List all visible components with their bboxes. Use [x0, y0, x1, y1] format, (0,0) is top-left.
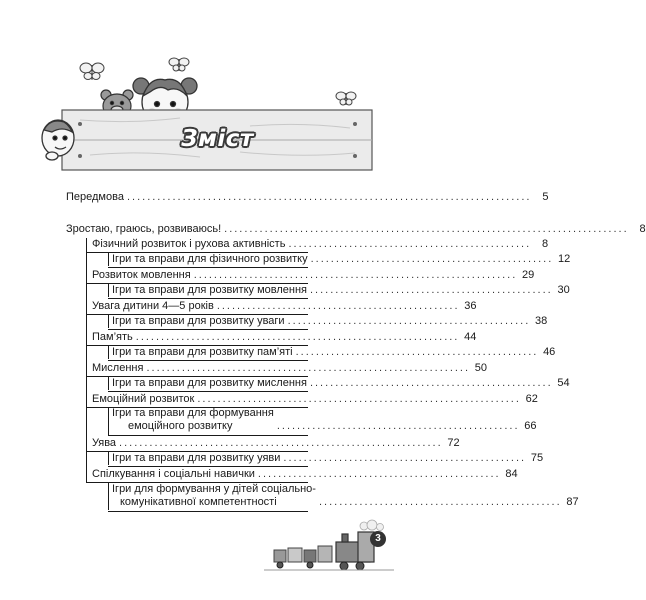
- toc-entry[interactable]: [112, 346, 556, 359]
- tree-line: [108, 407, 109, 435]
- tree-line: [86, 238, 87, 456]
- leader-dots: ................................................................................: [224, 223, 629, 235]
- toc-entry-label: Уява: [92, 437, 117, 449]
- toc-page-number: 84: [505, 468, 518, 480]
- toc-page-number: 87: [566, 496, 579, 508]
- entry-underline: [108, 360, 308, 361]
- toc-page-number: 36: [464, 300, 477, 312]
- toc-entry-label-line: емоційного розвитку: [128, 420, 233, 432]
- toc-entry[interactable]: [92, 362, 488, 375]
- toc-page-number: 8: [639, 223, 646, 235]
- page-title: Зміст: [181, 126, 254, 152]
- toc-entry[interactable]: [92, 269, 535, 282]
- toc-page-number: 50: [474, 362, 488, 374]
- toc-entry-label: Мислення: [92, 362, 144, 374]
- leader-dots: ................................................: [257, 468, 501, 480]
- page-number-badge: 3: [370, 531, 386, 547]
- entry-underline: [108, 435, 308, 436]
- toc-page-number: 72: [447, 437, 460, 449]
- entry-underline: [108, 298, 308, 299]
- toc-entry-label-line: комунікативної компетентності: [120, 496, 277, 508]
- leader-dots: ................................................: [283, 452, 527, 464]
- leader-dots: ................................................: [310, 253, 554, 265]
- toc-section[interactable]: [66, 223, 646, 236]
- toc-page-number: 62: [525, 393, 538, 405]
- leader-dots: ................................................: [287, 315, 531, 327]
- leader-dots: ................................................: [318, 496, 562, 508]
- entry-underline: [108, 391, 308, 392]
- leader-dots: ................................................: [295, 346, 539, 358]
- tree-line: [86, 456, 87, 482]
- toc-entry-label: Фізичний розвиток і рухова активність: [92, 238, 286, 250]
- toc-entry-label: Ігри та вправи для фізичного розвитку: [112, 253, 308, 265]
- tree-line: [108, 314, 109, 328]
- toc-entry-label: Ігри та вправи для розвитку уваги: [112, 315, 285, 327]
- tree-line: [108, 451, 109, 465]
- toc-entry[interactable]: [92, 238, 549, 251]
- entry-underline: [108, 267, 308, 268]
- toc-entry[interactable]: [112, 452, 544, 465]
- toy-blocks-icon: [274, 546, 332, 562]
- tree-line: [108, 376, 109, 390]
- toc-entry-label: [112, 483, 316, 509]
- toc-page-number: 8: [542, 238, 549, 250]
- toc-entry-label-line: Ігри та вправи для формування: [112, 407, 274, 419]
- toc-entry[interactable]: [112, 483, 579, 509]
- leader-dots: ................................................................: [135, 331, 460, 343]
- leader-dots: ................................................................: [193, 269, 518, 281]
- wheel-icon: [277, 562, 364, 570]
- tree-line: [108, 283, 109, 297]
- entry-underline: [108, 329, 308, 330]
- leader-dots: ................................................: [276, 420, 520, 432]
- toc-page-number: 66: [524, 420, 537, 432]
- tree-line: [108, 345, 109, 359]
- tree-line: [108, 482, 109, 510]
- toc-entry-label: Увага дитини 4—5 років: [92, 300, 214, 312]
- entry-underline: [108, 466, 308, 467]
- toc-entry-label-line: Ігри для формування у дітей соціально-: [112, 483, 316, 495]
- leader-dots: ................................................................................: [126, 191, 532, 203]
- toc-page-number: 30: [557, 284, 570, 296]
- toc-entry[interactable]: [92, 393, 538, 406]
- leader-dots: ................................................: [216, 300, 460, 312]
- toc-page-number: 38: [535, 315, 548, 327]
- toc-entry-label: Ігри та вправи для розвитку мислення: [112, 377, 307, 389]
- tree-line: [108, 252, 109, 266]
- toc-entry-label: Спілкування і соціальні навички: [92, 468, 255, 480]
- toc-entry[interactable]: [112, 315, 548, 328]
- toc-preface[interactable]: [66, 191, 549, 204]
- toc-page-number: 5: [542, 191, 549, 203]
- toc-entry-label: Зростаю, граюсь, розвиваюсь!: [66, 223, 222, 235]
- toc-page-number: 44: [464, 331, 477, 343]
- leader-dots: ................................................: [288, 238, 532, 250]
- toc-page-number: 12: [558, 253, 571, 265]
- steam-cloud-icon: [360, 520, 384, 531]
- toc-page-number: 29: [522, 269, 535, 281]
- toc-entry[interactable]: [112, 284, 570, 297]
- leader-dots: ................................................................: [197, 393, 521, 405]
- toc-entry-label: Ігри та вправи для розвитку пам’яті: [112, 346, 293, 358]
- leader-dots: ................................................: [309, 377, 553, 389]
- toc-entry[interactable]: [112, 253, 571, 266]
- entry-underline: [108, 511, 308, 512]
- toc-entry-label: Розвиток мовлення: [92, 269, 191, 281]
- toc-entry-label: Передмова: [66, 191, 124, 203]
- toc-entry[interactable]: [92, 468, 518, 481]
- toc-page-number: 54: [557, 377, 570, 389]
- locomotive-icon: [336, 532, 374, 562]
- leader-dots: ................................................: [310, 284, 553, 296]
- toc-entry-label: Ігри та вправи для розвитку мовлення: [112, 284, 307, 296]
- toc-entry[interactable]: [92, 331, 477, 344]
- toc-entry-label: [112, 407, 274, 433]
- toc-entry-label: Ігри та вправи для розвитку уяви: [112, 452, 281, 464]
- toc-entry[interactable]: [92, 300, 477, 313]
- toc-entry-label: Пам’ять: [92, 331, 133, 343]
- toc-entry[interactable]: [92, 437, 460, 450]
- leader-dots: ................................................................: [119, 437, 443, 449]
- toc-entry-label: Емоційний розвиток: [92, 393, 195, 405]
- toc-page-number: 46: [543, 346, 556, 358]
- toc-page-number: 75: [530, 452, 544, 464]
- toc-entry[interactable]: [112, 377, 570, 390]
- leader-dots: ................................................................: [146, 362, 471, 374]
- train-illustration: [260, 520, 400, 580]
- toc-entry[interactable]: [112, 407, 537, 433]
